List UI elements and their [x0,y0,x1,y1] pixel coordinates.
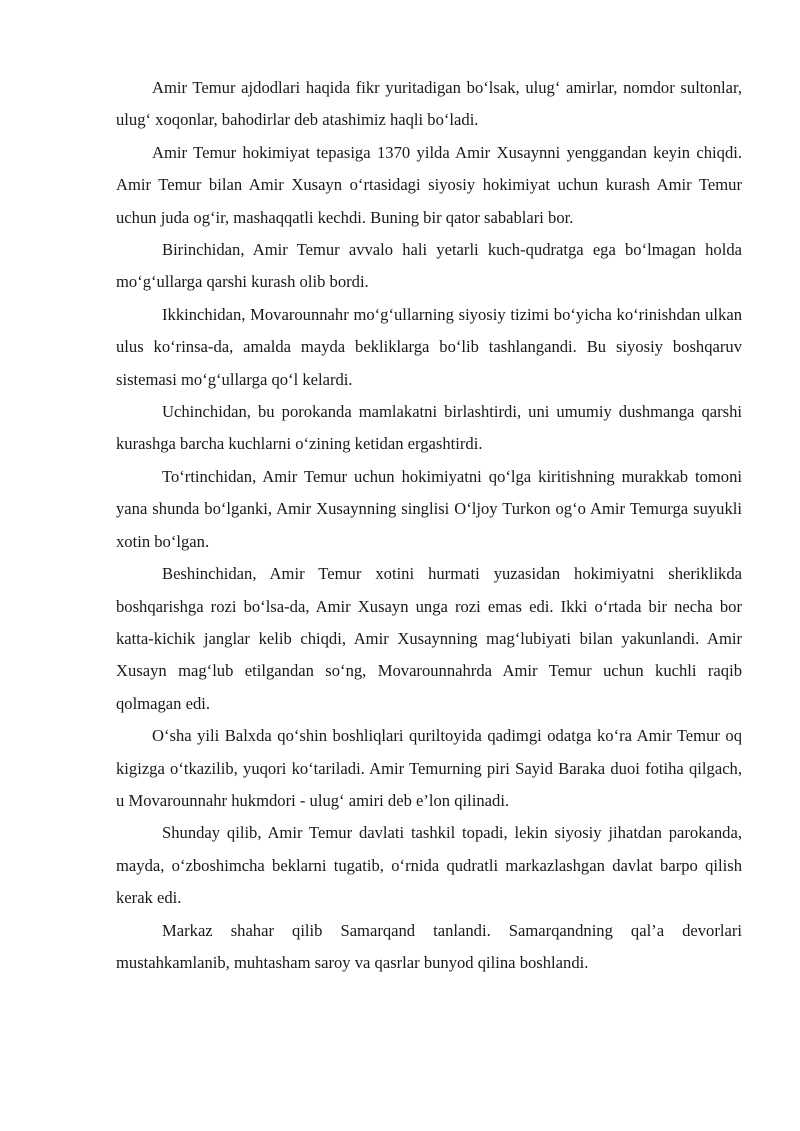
paragraph-beshinchidan: Beshinchidan, Amir Temur xotini hurmati yuzasidan hokimiyatni sheriklikda boshqarishga rozi bo‘lsa-da, Amir Xusayn unga rozi emas edi. Ikki o‘rtada bir necha bor katta-kichik janglar kelib chiqdi, Amir Xusaynning mag‘lubiyati bilan yakunlandi. Amir Xusayn mag‘lub etilgandan so‘ng, Movarounnahrda Amir Temur uchun kuchli raqib qolmagan edi. [116,564,742,713]
paragraph-davlat-tashkil: Shunday qilib, Amir Temur davlati tashkil topadi, lekin siyosiy jihatdan parokanda, mayda, o‘zboshimcha beklarni tugatib, o‘rnida qudratli markazlashgan davlat barpo qilish kerak edi. [116,823,742,908]
document-page [116,72,742,979]
paragraph-ajdodlar: Amir Temur ajdodlari haqida fikr yuritadigan bo‘lsak, ulug‘ amirlar, nomdor sultonlar, ulug‘ xoqonlar, bahodirlar deb atashimiz haqli bo‘ladi. [116,78,742,130]
paragraph-samarqand: Markaz shahar qilib Samarqand tanlandi. Samarqandning qal’a devorlari mustahkamlanib, muhtasham saroy va qasrlar bunyod qilina boshlandi. [116,920,742,972]
paragraph-tortinchidan: To‘rtinchidan, Amir Temur uchun hokimiyatni qo‘lga kiritishning murakkab tomoni yana shunda bo‘lganki, Amir Xusaynning singlisi O‘ljoy Turkon og‘o Amir Temurga suyukli xotin bo‘lgan. [116,466,742,551]
paragraph-uchinchidan: Uchinchidan, bu porokanda mamlakatni birlashtirdi, uni umumiy dushmanga qarshi kurashga barcha kuchlarni o‘zining ketidan ergashtirdi. [116,402,742,454]
paragraph-hokimiyat-tepasiga: Amir Temur hokimiyat tepasiga 1370 yilda Amir Xusaynni yenggandan keyin chiqdi. Amir Temur bilan Amir Xusayn o‘rtasidagi siyosiy hokimiyat uchun kurash Amir Temur uchun juda og‘ir, mashaqqatli kechdi. Buning bir qator sabablari bor. [116,142,742,227]
paragraph-birinchidan: Birinchidan, Amir Temur avvalo hali yetarli kuch-qudratga ega bo‘lmagan holda mo‘g‘ullarga qarshi kurash olib bordi. [116,240,742,292]
paragraph-qurultoy: O‘sha yili Balxda qo‘shin boshliqlari quriltoyida qadimgi odatga ko‘ra Amir Temur oq kigizga o‘tkazilib, yuqori ko‘tariladi. Amir Temurning piri Sayid Baraka duoi fotiha qilgach, u Movarounnahr hukmdori - ulug‘ amiri deb e’lon qilinadi. [116,726,742,810]
paragraph-ikkinchidan: Ikkinchidan, Movarounnahr mo‘g‘ullarning siyosiy tizimi bo‘yicha ko‘rinishdan ulkan ulus ko‘rinsa-da, amalda mayda bekliklarga bo‘lib tashlangandi. Bu siyosiy boshqaruv sistemasi mo‘g‘ullarga qo‘l kelardi. [116,304,742,389]
